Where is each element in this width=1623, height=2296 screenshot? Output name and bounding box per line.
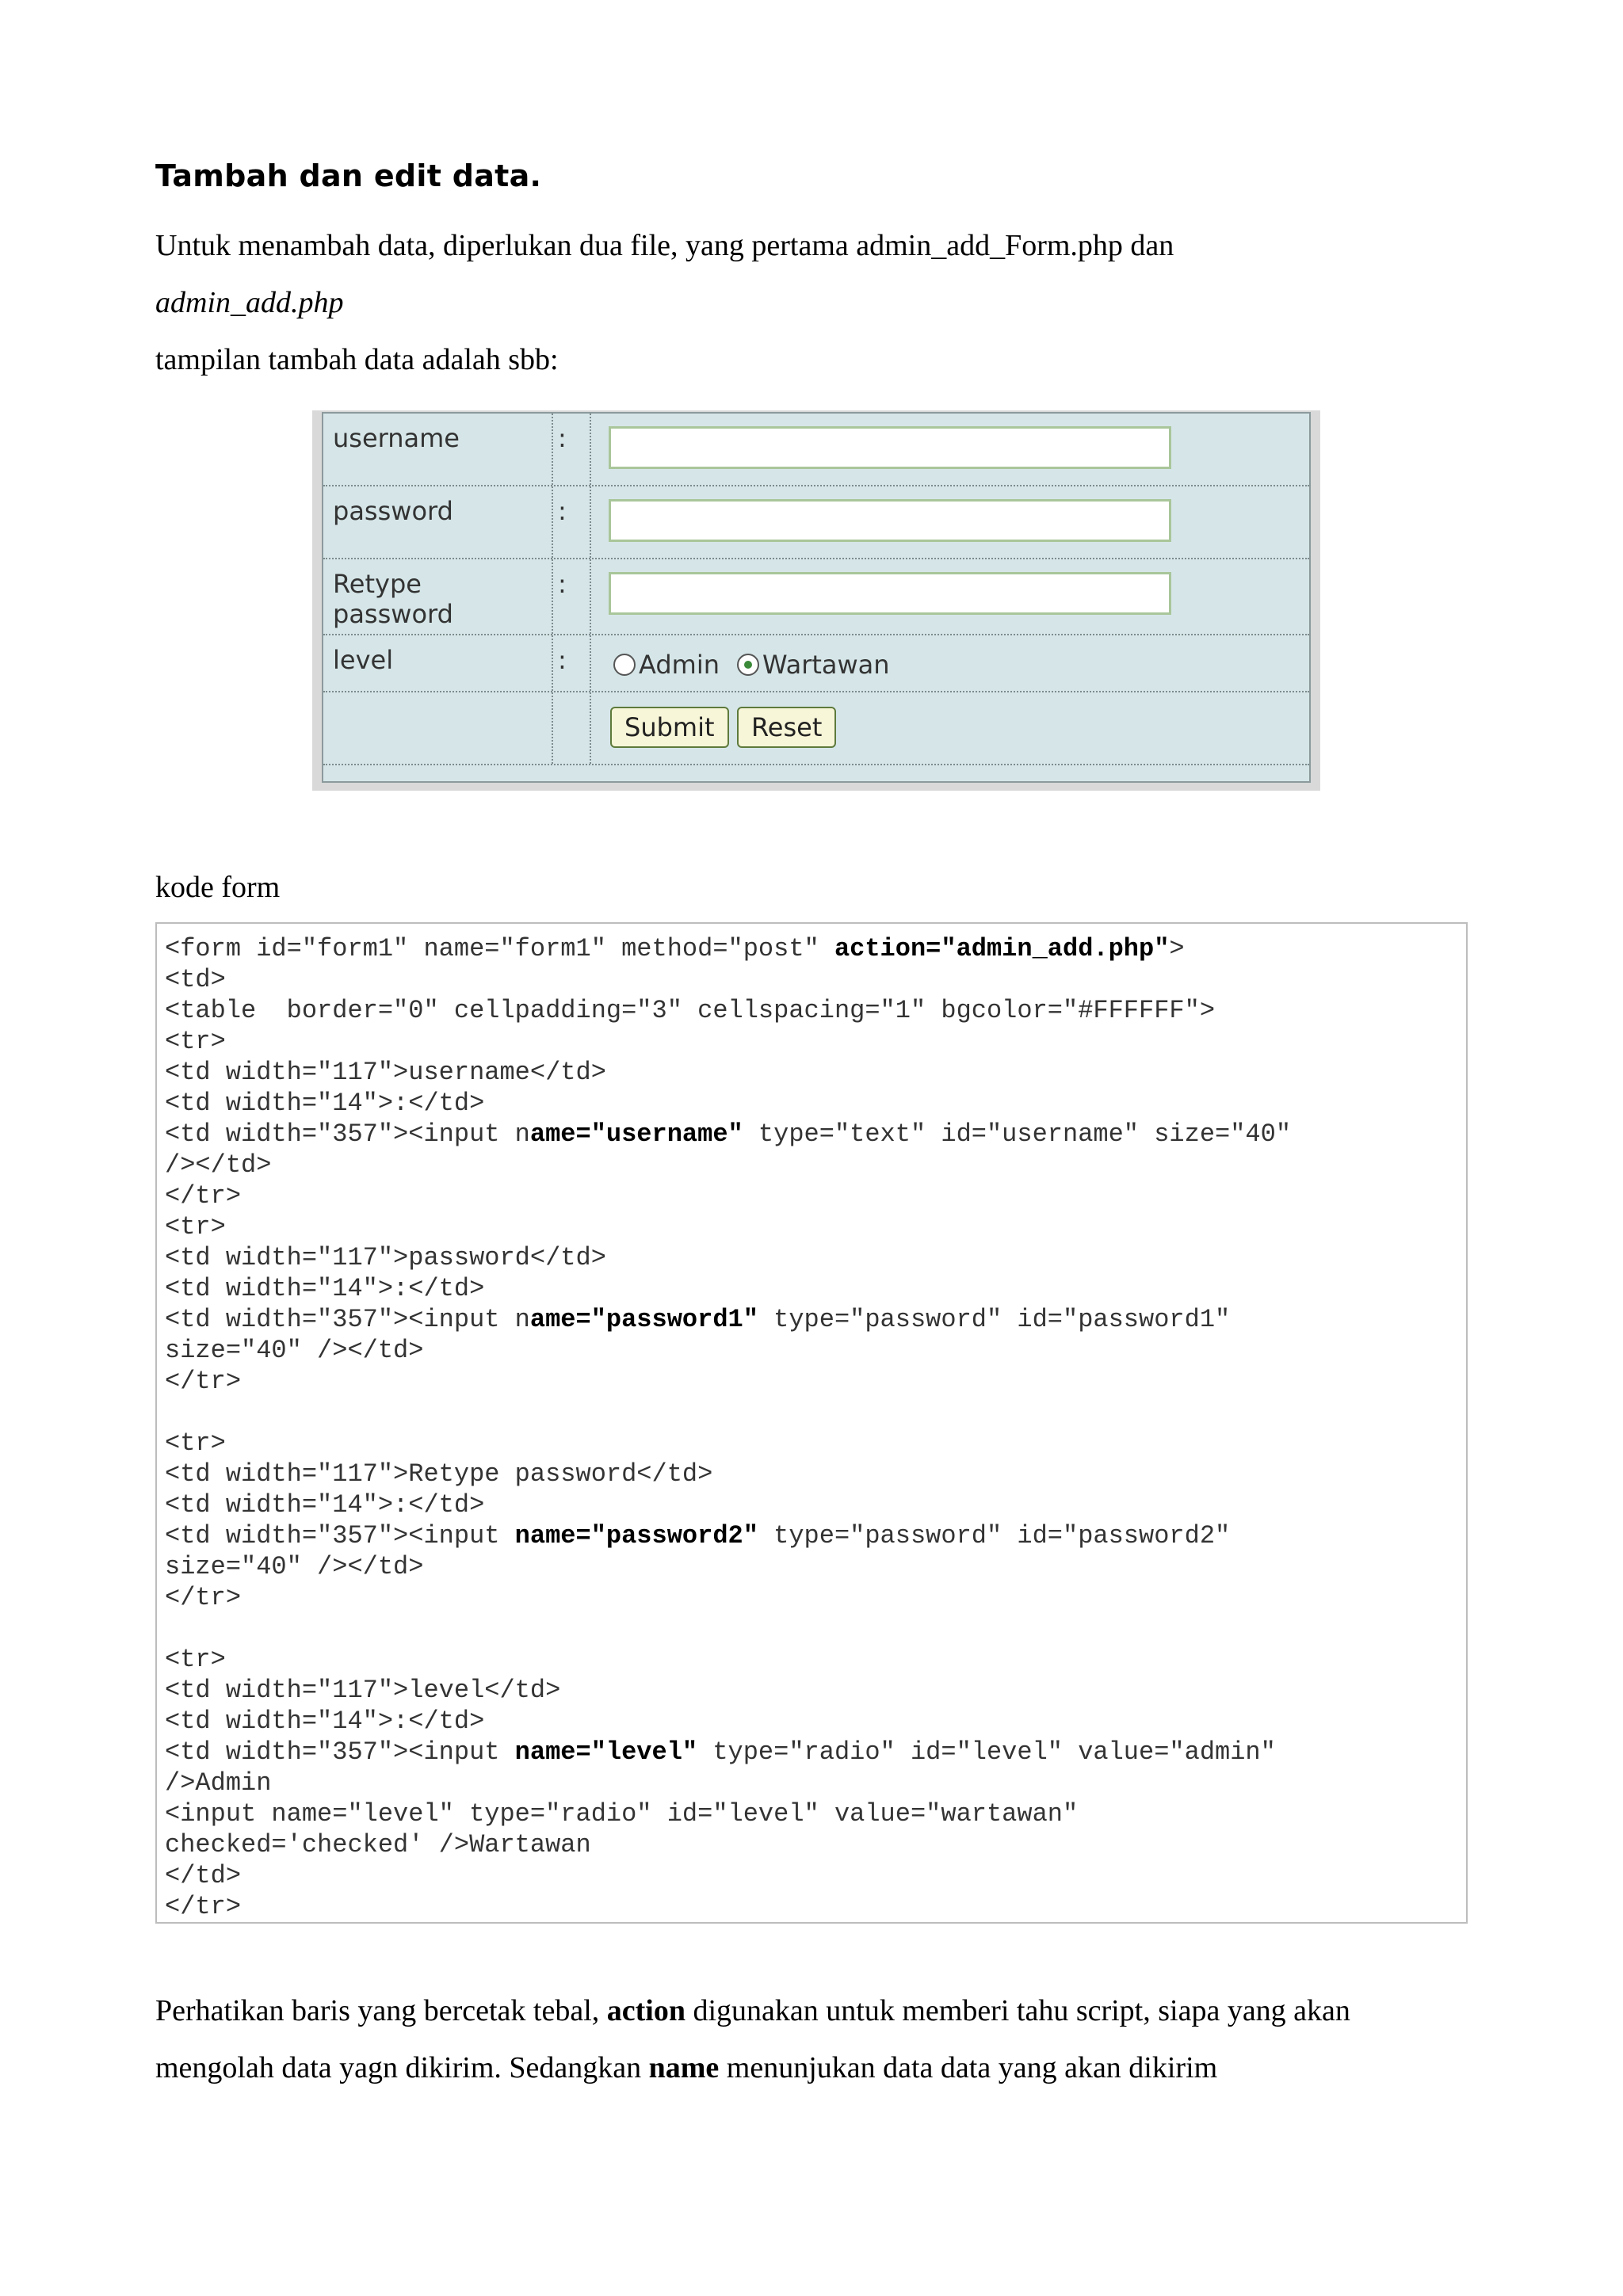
radio-wartawan-label: Wartawan xyxy=(762,650,890,680)
code-block xyxy=(155,922,1468,1924)
closing-line-2: mengolah data yagn dikirim. Sedangkan name menunjukan data data yang akan dikirim xyxy=(155,2051,1218,2084)
radio-admin[interactable] xyxy=(613,654,636,676)
username-label: username xyxy=(333,423,460,453)
form-row-password xyxy=(323,486,1309,559)
radio-admin-label: Admin xyxy=(639,650,720,680)
form-row-retype-password xyxy=(323,559,1309,635)
colon: : xyxy=(558,645,567,675)
level-radio-group xyxy=(613,650,907,680)
section-heading: Tambah dan edit data. xyxy=(155,158,542,193)
radio-wartawan[interactable] xyxy=(737,654,759,676)
password-label: password xyxy=(333,496,453,526)
submit-button[interactable]: Submit xyxy=(610,707,729,748)
closing-line-1: Perhatikan baris yang bercetak tebal, action digunakan untuk memberi tahu script, siapa yang akan xyxy=(155,1994,1350,2027)
level-label: level xyxy=(333,645,394,675)
form-screenshot xyxy=(322,412,1311,783)
form-row-buttons xyxy=(323,692,1309,765)
colon: : xyxy=(558,423,567,453)
intro-line-1: Untuk menambah data, diperlukan dua file, yang pertama admin_add_Form.php dan xyxy=(155,229,1174,262)
reset-button[interactable]: Reset xyxy=(737,707,836,748)
intro-filename: admin_add.php xyxy=(155,286,344,319)
intro-line-3: tampilan tambah data adalah sbb: xyxy=(155,343,559,376)
retype-label-line-2: password xyxy=(333,599,453,629)
form-row-username xyxy=(323,414,1309,486)
username-input[interactable] xyxy=(609,426,1171,469)
code-listing: <form id="form1" name="form1" method="post" action="admin_add.php"> <td> <table border="0" cellpadding="3" cellspacing="1" bgcolor="#FFFFFF"> <tr> <td width="117">username</td> <td width="14">:</td> <td width="357"><input name="username" type="text" id="username" size="40" /></td> </tr> <tr> <td width="117">password</td> <td width="14">:</td> <td width="357"><input name="password1" type="password" id="password1" size="40" /></td> </tr> <tr> <td width="117">Retype password</td> <td width="14">:</td> <td width="357"><input name="password2" type="password" id="password2" size="40" /></td> </tr> <tr> <td width="117">level</td> <td width="14">:</td> <td width="357"><input name="level" type="radio" id="level" value="admin" />Admin <input name="level" type="radio" id="level" value="wartawan" checked='checked' />Wartawan </td> </tr> xyxy=(165,934,1292,1921)
retype-label-line-1: Retype xyxy=(333,569,422,599)
colon: : xyxy=(558,569,567,599)
retype-password-label xyxy=(333,569,453,629)
code-caption: kode form xyxy=(155,871,281,904)
colon: : xyxy=(558,496,567,526)
form-row-level xyxy=(323,635,1309,692)
password-input[interactable] xyxy=(609,499,1171,542)
retype-password-input[interactable] xyxy=(609,572,1171,615)
